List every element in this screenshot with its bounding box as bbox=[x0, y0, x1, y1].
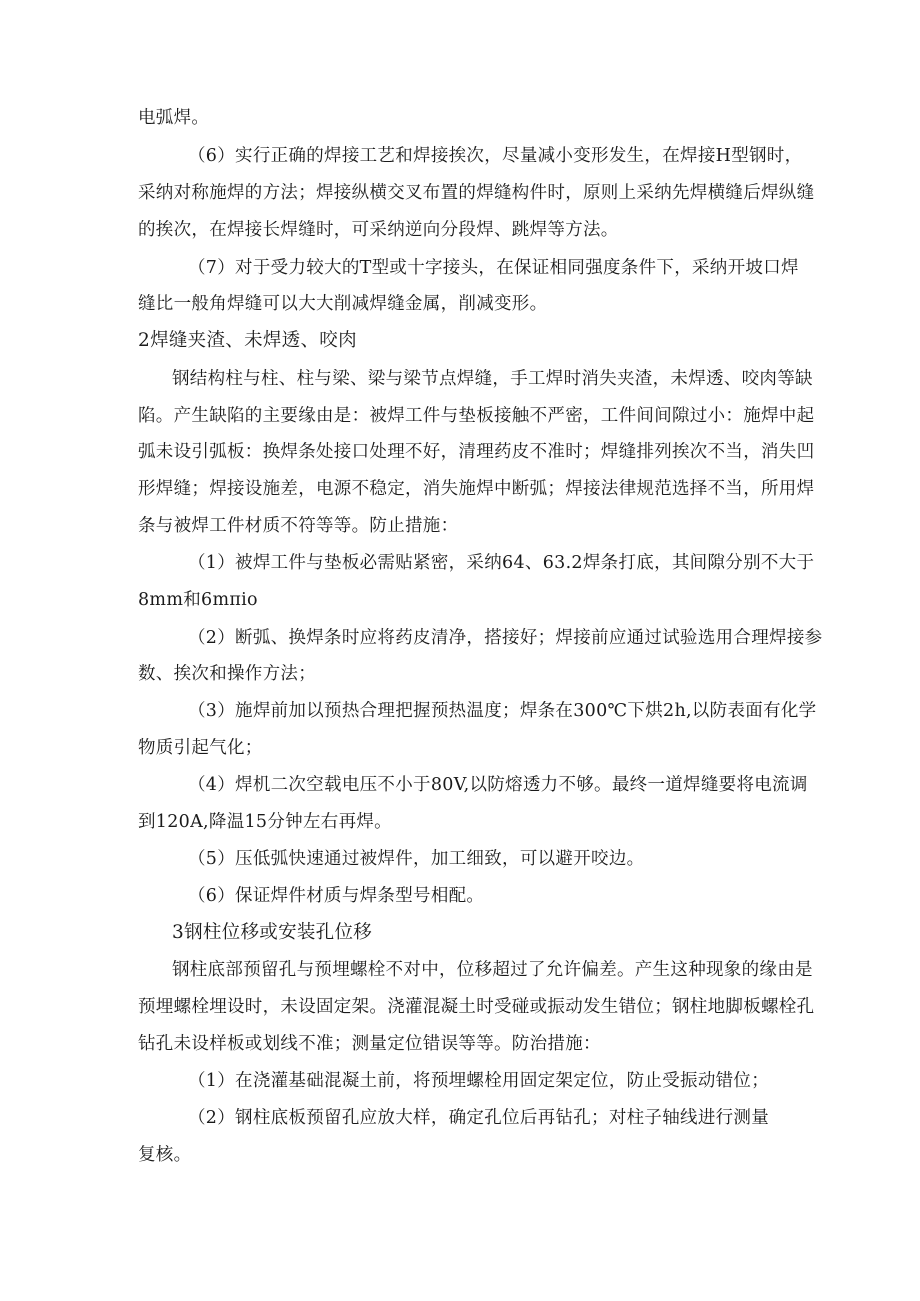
paragraph-line: （5）压低弧快速通过被焊件，加工细致，可以避开咬边。 bbox=[188, 849, 645, 869]
paragraph-line: 8mm和6mπio bbox=[138, 590, 258, 610]
paragraph-line: 电弧焊。 bbox=[138, 108, 210, 128]
section-heading: 2焊缝夹渣、未焊透、咬肉 bbox=[138, 330, 357, 351]
paragraph-line: 条与被焊工件材质不符等等。防止措施： bbox=[138, 516, 459, 536]
paragraph-line: （4）焊机二次空载电压不小于80V,以防熔透力不够。最终一道焊缝要将电流调 bbox=[188, 775, 808, 795]
paragraph-line: 数、挨次和操作方法； bbox=[138, 664, 316, 684]
paragraph-line: 钢结构柱与柱、柱与梁、梁与梁节点焊缝，手工焊时消失夹渣，未焊透、咬肉等缺 bbox=[172, 369, 813, 389]
paragraph-line: （2）断弧、换焊条时应将药皮清净，搭接好；焊接前应通过试验选用合理焊接参 bbox=[188, 628, 823, 648]
paragraph-line: 钢柱底部预留孔与预埋螺栓不对中，位移超过了允许偏差。产生这种现象的缘由是 bbox=[172, 960, 813, 980]
paragraph-line: 到120A,降温15分钟左右再焊。 bbox=[138, 812, 392, 832]
paragraph-line: 钻孔未设样板或划线不准；测量定位错误等等。防治措施： bbox=[138, 1034, 601, 1054]
paragraph-line: 弧未设引弧板：换焊条处接口处理不好，清理药皮不准时；焊缝排列挨次不当，消失凹 bbox=[138, 442, 815, 462]
paragraph-line: （6）保证焊件材质与焊条型号相配。 bbox=[188, 886, 485, 906]
paragraph-line: 的挨次，在焊接长焊缝时，可采纳逆向分段焊、跳焊等方法。 bbox=[138, 220, 619, 240]
paragraph-line: （7）对于受力较大的T型或十字接头，在保证相同强度条件下，采纳开坡口焊 bbox=[188, 258, 799, 278]
paragraph-line: 采纳对称施焊的方法；焊接纵横交叉布置的焊缝构件时，原则上采纳先焊横缝后焊纵缝 bbox=[138, 183, 815, 203]
paragraph-line: 形焊缝；焊接设施差，电源不稳定，消失施焊中断弧；焊接法律规范选择不当，所用焊 bbox=[138, 479, 815, 499]
paragraph-line: （2）钢柱底板预留孔应放大样，确定孔位后再钻孔；对柱子轴线进行测量 bbox=[188, 1108, 770, 1128]
paragraph-line: 缝比一般角焊缝可以大大削减焊缝金属，削减变形。 bbox=[138, 294, 548, 314]
section-heading: 3钢柱位移或安装孔位移 bbox=[172, 922, 373, 943]
paragraph-line: （6）实行正确的焊接工艺和焊接挨次，尽量减小变形发生，在焊接H型钢时， bbox=[188, 146, 803, 166]
paragraph-line: 复核。 bbox=[138, 1145, 192, 1165]
paragraph-line: （1）被焊工件与垫板必需贴紧密，采纳64、63.2焊条打底，其间隙分别不大于 bbox=[188, 553, 815, 573]
paragraph-line: 物质引起气化； bbox=[138, 738, 263, 758]
paragraph-line: 陷。产生缺陷的主要缘由是：被焊工件与垫板接触不严密，工件间间隙过小：施焊中起 bbox=[138, 406, 815, 426]
paragraph-line: （1）在浇灌基础混凝土前，将预埋螺栓用固定架定位，防止受振动错位； bbox=[188, 1071, 770, 1091]
paragraph-line: （3）施焊前加以预热合理把握预热温度；焊条在300℃下烘2h,以防表面有化学 bbox=[188, 701, 817, 721]
paragraph-line: 预埋螺栓埋设时，未设固定架。浇灌混凝土时受碰或振动发生错位；钢柱地脚板螺栓孔 bbox=[138, 997, 815, 1017]
